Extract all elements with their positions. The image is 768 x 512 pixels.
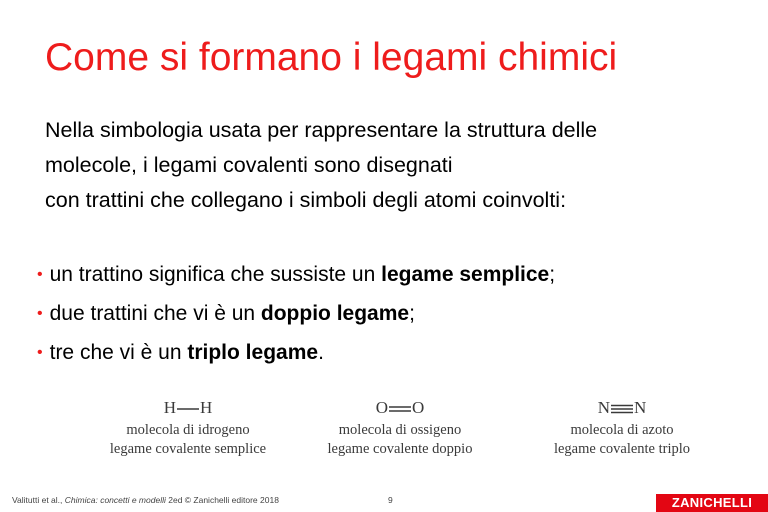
slide-footer bbox=[0, 494, 768, 512]
bullet-punct: . bbox=[318, 341, 324, 364]
single-bond-icon bbox=[176, 403, 200, 415]
page-number: 9 bbox=[388, 495, 393, 505]
intro-line: con trattini che collegano i simboli degli atomi coinvolti: bbox=[45, 188, 567, 212]
bullet-bold-term: triplo legame bbox=[187, 341, 319, 364]
triple-bond-icon bbox=[610, 403, 634, 415]
bullet-punct: ; bbox=[549, 263, 556, 286]
intro-line: Nella simbologia usata per rappresentare la struttura delle bbox=[45, 118, 598, 142]
bullet-text: tre che vi è un bbox=[49, 341, 188, 364]
molecule-name: molecola di azoto bbox=[570, 422, 674, 438]
bullet-text: un trattino significa che sussiste un bbox=[49, 263, 382, 286]
atom-symbol: H bbox=[163, 398, 176, 417]
atom-symbol: O bbox=[412, 398, 425, 417]
bullet-dot-icon: • bbox=[37, 305, 43, 322]
molecule-oxygen bbox=[300, 395, 500, 458]
footer-edition: 2ed © Zanichelli editore 2018 bbox=[165, 495, 279, 505]
double-bond-icon bbox=[388, 403, 412, 415]
bullet-list bbox=[37, 256, 555, 373]
atom-symbol: O bbox=[375, 398, 388, 417]
slide-title: Come si formano i legami chimici bbox=[45, 36, 618, 79]
footer-book-title: Chimica: concetti e modelli bbox=[64, 495, 166, 505]
footer-authors: Valitutti et al., bbox=[12, 495, 65, 505]
atom-symbol: N bbox=[597, 398, 610, 417]
zanichelli-logo: ZANICHELLI bbox=[656, 494, 768, 512]
molecule-hydrogen bbox=[88, 395, 288, 458]
bond-type: legame covalente triplo bbox=[553, 440, 691, 457]
molecule-name: molecola di ossigeno bbox=[338, 422, 462, 438]
bullet-bold-term: legame semplice bbox=[381, 263, 550, 286]
bullet-item-single-bond bbox=[37, 256, 555, 295]
molecule-name: molecola di idrogeno bbox=[126, 422, 250, 438]
bullet-punct: ; bbox=[409, 302, 415, 325]
atom-symbol: N bbox=[634, 398, 647, 417]
structural-formula bbox=[522, 395, 722, 421]
bond-type: legame covalente semplice bbox=[109, 440, 267, 457]
structural-formula bbox=[300, 395, 500, 421]
atom-symbol: H bbox=[200, 398, 213, 417]
footer-citation bbox=[12, 495, 279, 505]
intro-paragraph bbox=[45, 113, 597, 218]
bullet-dot-icon: • bbox=[37, 344, 43, 361]
structural-formula bbox=[88, 395, 288, 421]
molecule-nitrogen bbox=[522, 395, 722, 458]
bullet-item-triple-bond bbox=[37, 334, 555, 373]
bullet-bold-term: doppio legame bbox=[260, 302, 410, 325]
intro-line: molecole, i legami covalenti sono disegnati bbox=[45, 153, 453, 177]
bullet-text: due trattini che vi è un bbox=[49, 302, 261, 325]
bullet-item-double-bond bbox=[37, 295, 555, 334]
bullet-dot-icon: • bbox=[37, 266, 43, 283]
bond-type: legame covalente doppio bbox=[327, 440, 473, 457]
